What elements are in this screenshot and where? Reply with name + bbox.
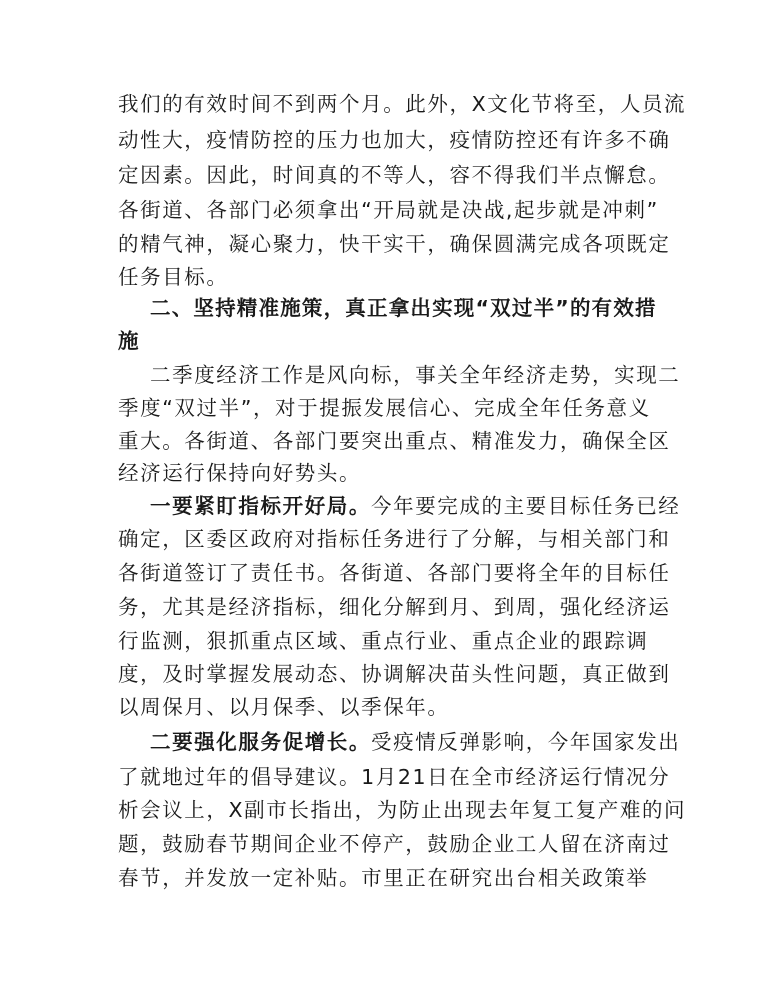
body-line: 经济运行保持向好势头。 (118, 461, 362, 485)
body-line: 季度“双过半”，对于提振发展信心、完成全年任务意义 (118, 396, 651, 420)
body-line: 任务目标。 (118, 265, 229, 289)
section-heading-cont: 施 (118, 329, 140, 353)
body-line: 以周保月、以月保季、以季保年。 (118, 695, 450, 719)
paragraph-first-line (150, 727, 680, 757)
body-line: 各街道、各部门必须拿出“开局就是决战,起步就是冲刺” (118, 198, 659, 222)
body-line: 定因素。因此，时间真的不等人，容不得我们半点懈怠。 (118, 163, 671, 187)
body-line: 确定，区委区政府对指标任务进行了分解，与相关部门和 (118, 527, 671, 551)
paragraph-text: 受疫情反弹影响，今年国家发出 (371, 730, 681, 754)
body-line: 析会议上，X副市长指出，为防止出现去年复工复产难的问 (118, 798, 687, 822)
body-line: 了就地过年的倡导建议。1月21日在全市经济运行情况分 (118, 765, 671, 789)
body-line: 题，鼓励春节期间企业不停产，鼓励企业工人留在济南过 (118, 832, 671, 856)
body-line: 我们的有效时间不到两个月。此外，X文化节将至，人员流 (118, 92, 687, 116)
paragraph-lead: 一要紧盯指标开好局。 (150, 494, 371, 518)
body-line: 行监测，狠抓重点区域、重点行业、重点企业的跟踪调 (118, 629, 649, 653)
body-line: 春节，并发放一定补贴。市里正在研究出台相关政策举 (118, 866, 649, 890)
body-line: 动性大，疫情防控的压力也加大，疫情防控还有许多不确 (118, 128, 671, 152)
body-line: 度，及时掌握发展动态、协调解决苗头性问题，真正做到 (118, 662, 671, 686)
body-line: 重大。各街道、各部门要突出重点、精准发力，确保全区 (118, 429, 671, 453)
paragraph-text: 今年要完成的主要目标任务已经 (371, 494, 681, 518)
paragraph-lead: 二要强化服务促增长。 (150, 730, 371, 754)
body-line: 务，尤其是经济指标，细化分解到月、到周，强化经济运 (118, 595, 671, 619)
section-heading: 二、坚持精准施策，真正拿出实现“双过半”的有效措 (150, 296, 657, 320)
body-line: 的精气神，凝心聚力，快干实干，确保圆满完成各项既定 (118, 232, 671, 256)
body-line: 各街道签订了责任书。各街道、各部门要将全年的目标任 (118, 561, 671, 585)
paragraph-first-line (150, 491, 680, 521)
body-line: 二季度经济工作是风向标，事关全年经济走势，实现二 (150, 363, 681, 387)
